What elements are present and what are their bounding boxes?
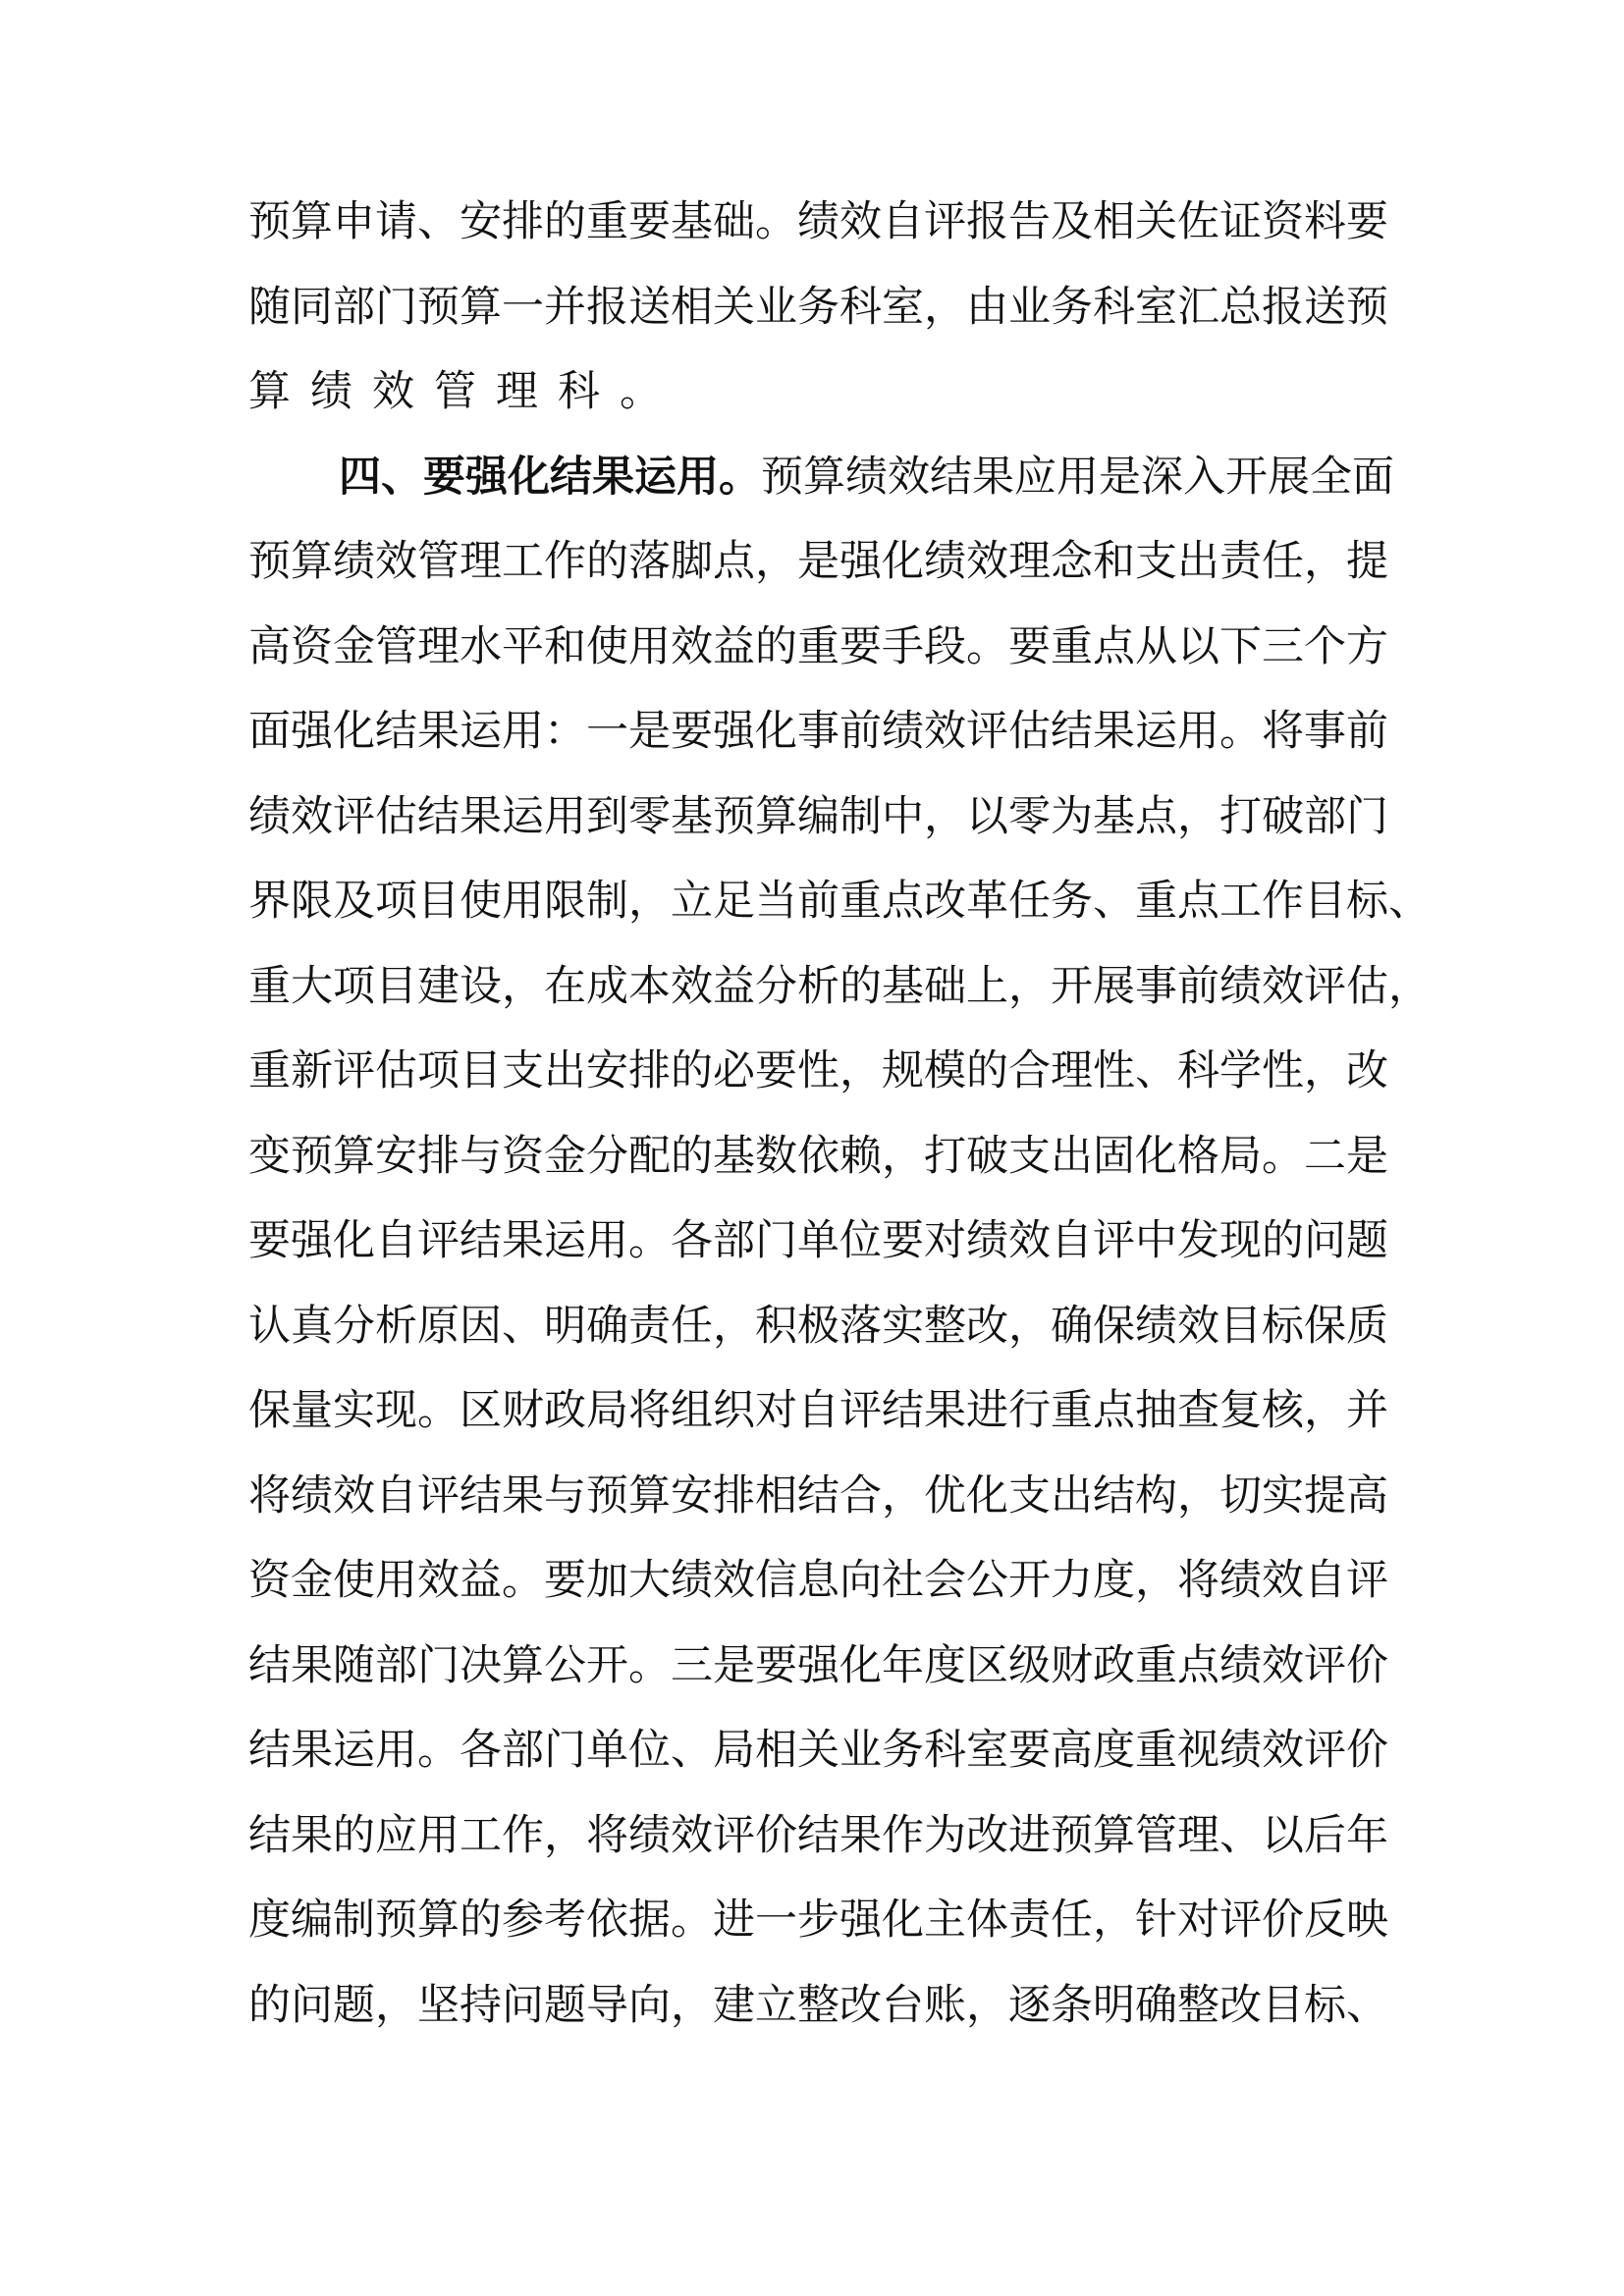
text-line: 要强化自评结果运用。各部门单位要对绩效自评中发现的问题 (248, 1216, 1388, 1265)
text-line: 预算申请、安排的重要基础。绩效自评报告及相关佐证资料要 (248, 197, 1388, 246)
text-line: 认真分析原因、明确责任，积极落实整改，确保绩效目标保质 (248, 1301, 1388, 1351)
document-body (248, 192, 1431, 2060)
text-line: 度编制预算的参考依据。进一步强化主体责任，针对评价反映 (248, 1896, 1388, 1945)
section-heading-line (248, 448, 1394, 533)
text-line: 结果运用。各部门单位、局相关业务科室要高度重视绩效评价 (248, 1726, 1388, 1775)
text-line: 高资金管理水平和使用效益的重要手段。要重点从以下三个方 (248, 621, 1388, 671)
text-line: 变预算安排与资金分配的基数依赖，打破支出固化格局。二是 (248, 1131, 1388, 1181)
text-line: 的问题，坚持问题导向，建立整改台账，逐条明确整改目标、 (248, 1980, 1388, 2030)
text-line: 将绩效自评结果与预算安排相结合，优化支出结构，切实提高 (248, 1470, 1388, 1521)
text-line: 随同部门预算一并报送相关业务科室，由业务科室汇总报送预 (248, 282, 1388, 332)
text-line: 重大项目建设，在成本效益分析的基础上，开展事前绩效评估， (248, 961, 1431, 1011)
text-line: 界限及项目使用限制，立足当前重点改革任务、重点工作目标、 (248, 877, 1431, 926)
paragraph-continuation (248, 192, 1388, 448)
section-heading: 四、要强化结果运用。 (339, 452, 761, 502)
text-line: 重新评估项目支出安排的必要性，规模的合理性、科学性，改 (248, 1046, 1388, 1095)
text-line: 保量实现。区财政局将组织对自评结果进行重点抽查复核，并 (248, 1386, 1388, 1435)
section-four-paragraph (248, 448, 1431, 2061)
text-line: 算绩效管理科。 (248, 367, 681, 416)
text-line: 资金使用效益。要加大绩效信息向社会公开力度，将绩效自评 (248, 1556, 1388, 1605)
text-line: 面强化结果运用：一是要强化事前绩效评估结果运用。将事前 (248, 707, 1388, 756)
text-line: 结果的应用工作，将绩效评价结果作为改进预算管理、以后年 (248, 1810, 1388, 1860)
text-line: 结果随部门决算公开。三是要强化年度区级财政重点绩效评价 (248, 1640, 1388, 1690)
text-run: 预算绩效结果应用是深入开展全面 (761, 452, 1394, 502)
text-line: 预算绩效管理工作的落脚点，是强化绩效理念和支出责任，提 (248, 537, 1388, 586)
text-line: 绩效评估结果运用到零基预算编制中，以零为基点，打破部门 (248, 791, 1388, 841)
